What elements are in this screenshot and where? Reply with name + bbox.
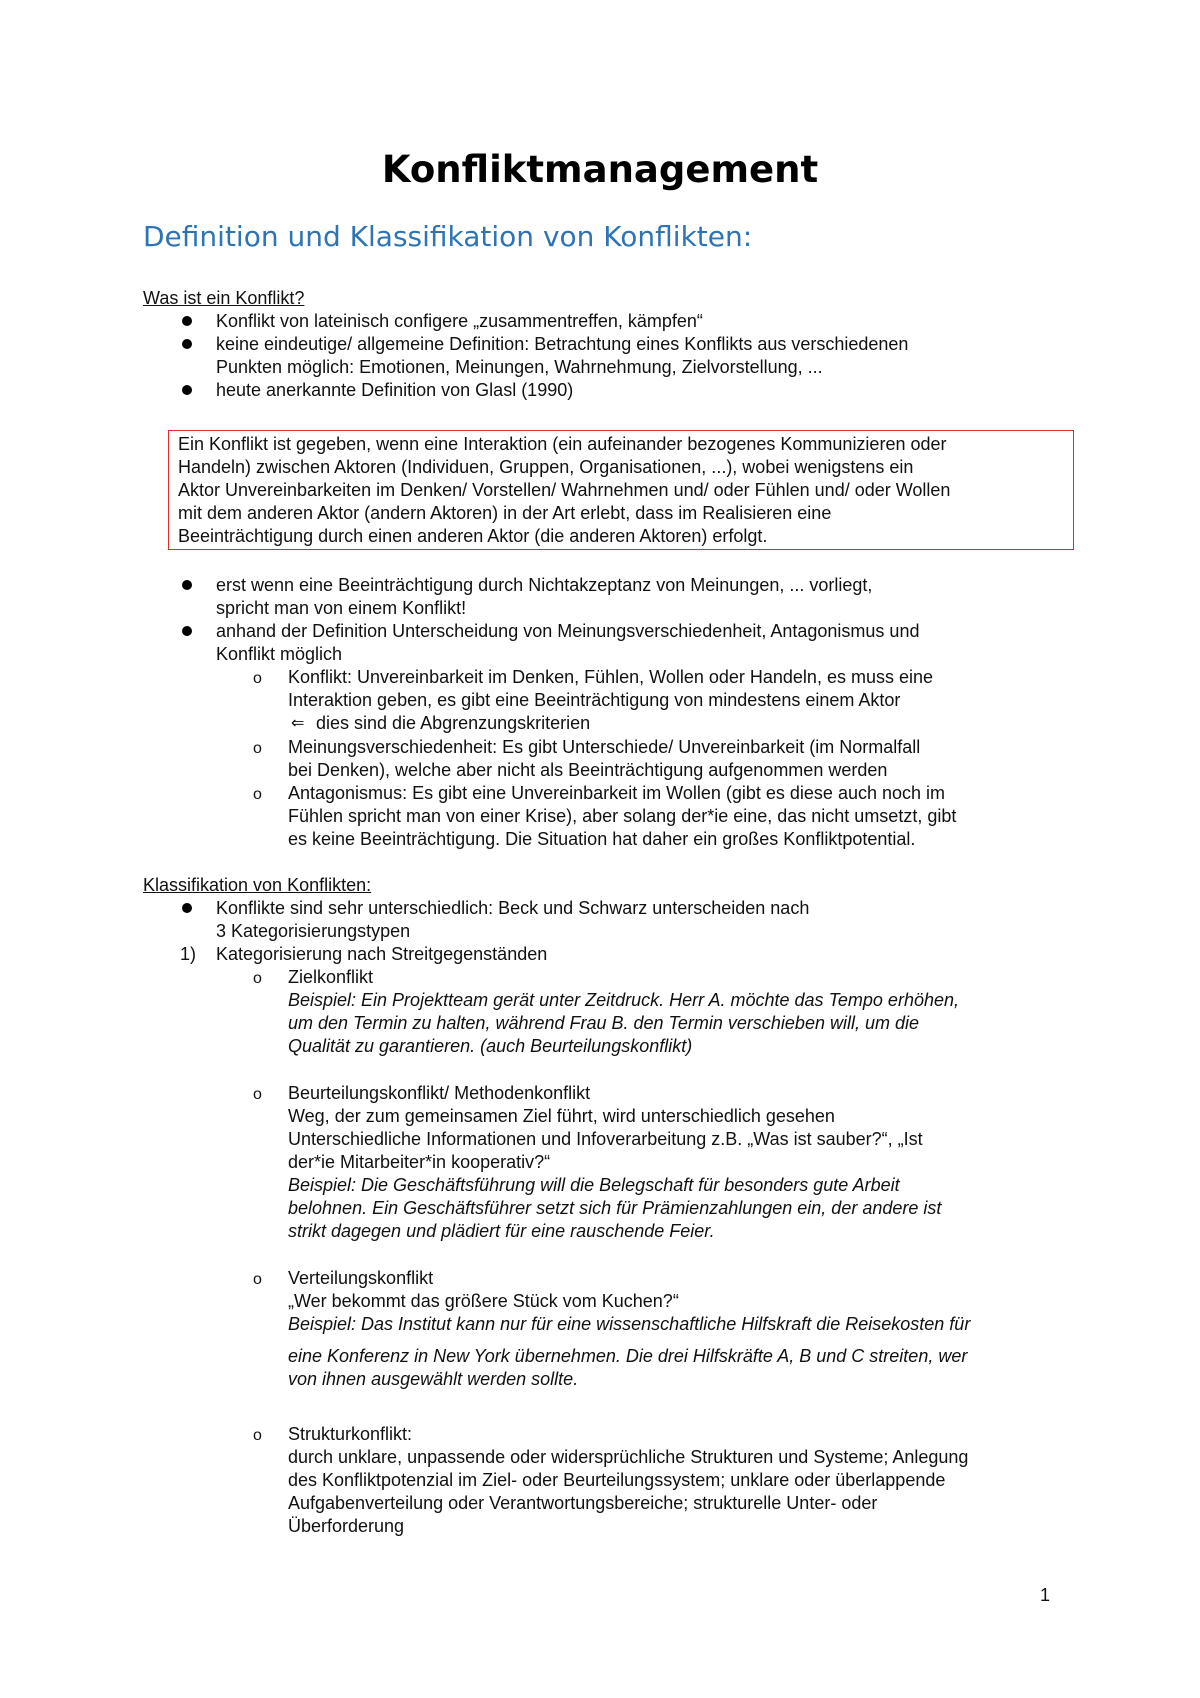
bullet-text-continued: spricht man von einem Konflikt! xyxy=(216,598,467,618)
category-text: Aufgabenverteilung oder Verantwortungsbereiche; strukturelle Unter- oder xyxy=(288,1493,878,1513)
bullet-icon xyxy=(182,626,192,636)
bullet-text: heute anerkannte Definition von Glasl (1990) xyxy=(216,380,574,400)
sub-bullet-text: Antagonismus: Es gibt eine Unvereinbarkeit im Wollen (gibt es diese auch noch im xyxy=(288,783,945,803)
circle-bullet-icon: o xyxy=(253,786,262,803)
bullet-icon xyxy=(182,316,192,326)
sub-bullet-text-continued: es keine Beeinträchtigung. Die Situation hat daher ein großes Konfliktpotential. xyxy=(288,829,916,849)
category-text: durch unklare, unpassende oder widersprüchliche Strukturen und Systeme; Anlegung xyxy=(288,1447,969,1467)
category-verteilungskonflikt: Verteilungskonflikt xyxy=(288,1268,434,1288)
example-text: von ihnen ausgewählt werden sollte. xyxy=(288,1369,579,1389)
example-text: Beispiel: Ein Projektteam gerät unter Zeitdruck. Herr A. möchte das Tempo erhöhen, xyxy=(288,990,959,1010)
bullet-icon xyxy=(182,339,192,349)
definition-line: Handeln) zwischen Aktoren (Individuen, Gruppen, Organisationen, ...), wobei wenigstens ein xyxy=(178,457,914,477)
bullet-text: Konflikte sind sehr unterschiedlich: Beck und Schwarz unterscheiden nach xyxy=(216,898,810,918)
sub-bullet-text-continued: dies sind die Abgrenzungskriterien xyxy=(316,713,591,733)
circle-bullet-icon: o xyxy=(253,1427,262,1444)
category-text: Weg, der zum gemeinsamen Ziel führt, wird unterschiedlich gesehen xyxy=(288,1106,835,1126)
circle-bullet-icon: o xyxy=(253,740,262,757)
definition-line: Beeinträchtigung durch einen anderen Aktor (die anderen Aktoren) erfolgt. xyxy=(178,526,768,546)
bullet-icon xyxy=(182,903,192,913)
section-heading: Definition und Klassifikation von Konflikten: xyxy=(143,220,753,253)
sub-bullet-text-continued: bei Denken), welche aber nicht als Beeinträchtigung aufgenommen werden xyxy=(288,760,888,780)
subheading-klassifikation: Klassifikation von Konflikten: xyxy=(143,875,372,895)
example-text: Qualität zu garantieren. (auch Beurteilungskonflikt) xyxy=(288,1036,693,1056)
category-text: „Wer bekommt das größere Stück vom Kuchen?“ xyxy=(288,1291,679,1311)
bullet-text: keine eindeutige/ allgemeine Definition: Betrachtung eines Konflikts aus verschiedenen xyxy=(216,334,909,354)
sub-bullet-text: Konflikt: Unvereinbarkeit im Denken, Fühlen, Wollen oder Handeln, es muss eine xyxy=(288,667,933,687)
bullet-text-continued: Konflikt möglich xyxy=(216,644,343,664)
category-text: Unterschiedliche Informationen und Infoverarbeitung z.B. „Was ist sauber?“, „Ist xyxy=(288,1129,923,1149)
example-text: Beispiel: Das Institut kann nur für eine wissenschaftliche Hilfskraft die Reisekosten für xyxy=(288,1314,971,1334)
list-number: 1) xyxy=(180,944,197,964)
category-text: Überforderung xyxy=(288,1516,405,1536)
circle-bullet-icon: o xyxy=(253,1271,262,1288)
definition-line: mit dem anderen Aktor (andern Aktoren) in der Art erlebt, dass im Realisieren eine xyxy=(178,503,832,523)
subheading-was-ist-ein-konflikt: Was ist ein Konflikt? xyxy=(143,288,305,308)
example-text: Beispiel: Die Geschäftsführung will die Belegschaft für besonders gute Arbeit xyxy=(288,1175,900,1195)
bullet-text: erst wenn eine Beeinträchtigung durch Nichtakzeptanz von Meinungen, ... vorliegt, xyxy=(216,575,873,595)
circle-bullet-icon: o xyxy=(253,970,262,987)
bullet-text: Konflikt von lateinisch configere „zusammentreffen, kämpfen“ xyxy=(216,311,703,331)
definition-line: Aktor Unvereinbarkeiten im Denken/ Vorstellen/ Wahrnehmen und/ oder Fühlen und/ oder Wollen xyxy=(178,480,951,500)
example-text: eine Konferenz in New York übernehmen. Die drei Hilfskräfte A, B und C streiten, wer xyxy=(288,1346,968,1366)
arrow-left-icon: ⇐ xyxy=(291,715,305,732)
example-text: belohnen. Ein Geschäftsführer setzt sich für Prämienzahlungen ein, der andere ist xyxy=(288,1198,942,1218)
category-text: der*ie Mitarbeiter*in kooperativ?“ xyxy=(288,1152,551,1172)
category-strukturkonflikt: Strukturkonflikt: xyxy=(288,1424,413,1444)
sub-bullet-text-continued: Interaktion geben, es gibt eine Beeinträchtigung von mindestens einem Aktor xyxy=(288,690,901,710)
bullet-icon xyxy=(182,385,192,395)
category-zielkonflikt: Zielkonflikt xyxy=(288,967,374,987)
document-title: Konfliktmanagement xyxy=(381,148,819,191)
bullet-text-continued: 3 Kategorisierungstypen xyxy=(216,921,411,941)
definition-line: Ein Konflikt ist gegeben, wenn eine Interaktion (ein aufeinander bezogenes Kommunizieren oder xyxy=(178,434,947,454)
bullet-icon xyxy=(182,580,192,590)
sub-bullet-text-continued: Fühlen spricht man von einer Krise), aber solang der*ie eine, das nicht umsetzt, gibt xyxy=(288,806,957,826)
category-beurteilungskonflikt: Beurteilungskonflikt/ Methodenkonflikt xyxy=(288,1083,591,1103)
category-text: des Konfliktpotenzial im Ziel- oder Beurteilungssystem; unklare oder überlappende xyxy=(288,1470,946,1490)
circle-bullet-icon: o xyxy=(253,670,262,687)
bullet-text: anhand der Definition Unterscheidung von Meinungsverschiedenheit, Antagonismus und xyxy=(216,621,920,641)
page-number: 1 xyxy=(1040,1585,1051,1605)
numbered-item-text: Kategorisierung nach Streitgegenständen xyxy=(216,944,548,964)
sub-bullet-text: Meinungsverschiedenheit: Es gibt Unterschiede/ Unvereinbarkeit (im Normalfall xyxy=(288,737,921,757)
example-text: um den Termin zu halten, während Frau B. den Termin verschieben will, um die xyxy=(288,1013,919,1033)
circle-bullet-icon: o xyxy=(253,1086,262,1103)
bullet-text-continued: Punkten möglich: Emotionen, Meinungen, Wahrnehmung, Zielvorstellung, ... xyxy=(216,357,823,377)
example-text: strikt dagegen und plädiert für eine rauschende Feier. xyxy=(288,1221,715,1241)
